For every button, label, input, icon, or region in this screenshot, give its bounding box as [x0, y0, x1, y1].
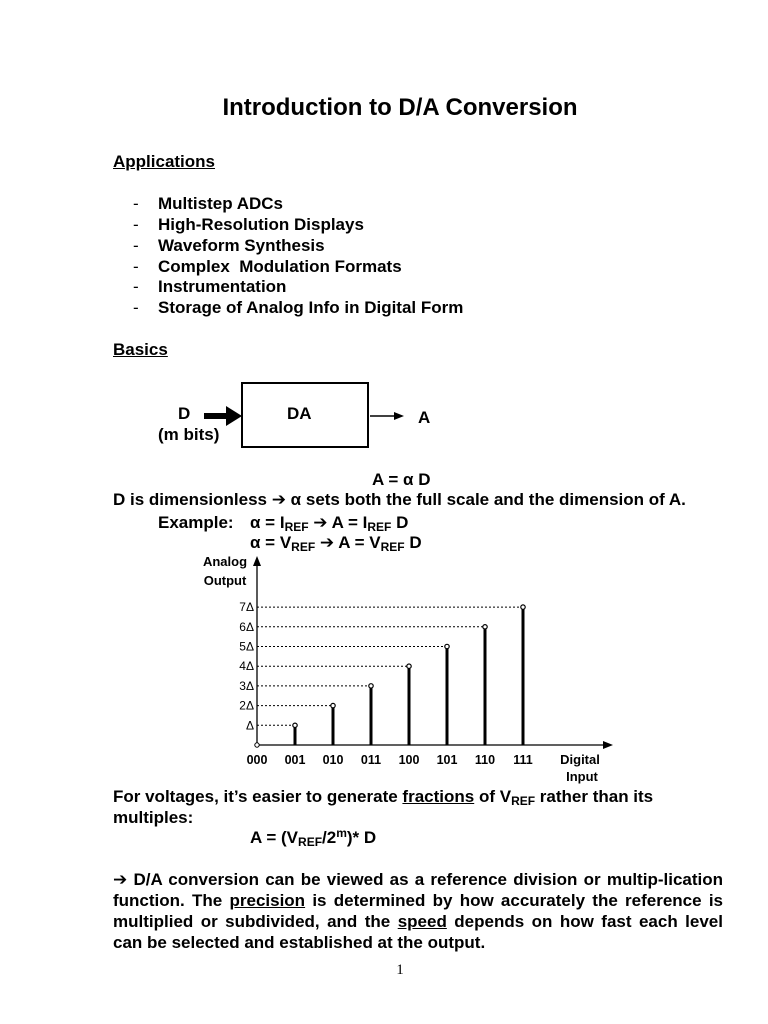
fraction-formula: $A = (V_{REF}/2^m)*$ D — [250, 826, 377, 849]
block-box-label: DA — [287, 404, 312, 423]
list-item: - Storage of Analog Info in Digital Form — [133, 298, 464, 317]
stem-point — [331, 703, 335, 707]
y-tick-label: 5Δ — [239, 639, 254, 654]
page-title: Introduction to D/A Conversion — [222, 94, 578, 121]
list-item: - Instrumentation — [133, 277, 287, 296]
y-tick-label: 7Δ — [239, 600, 254, 615]
dimension-statement: D is dimensionless ➔ α sets both the full scale and the dimension of A. — [113, 490, 686, 509]
x-tick-label: 100 — [398, 753, 420, 767]
voltages-line-2: multiples: — [113, 808, 194, 827]
output-arrow-head — [394, 412, 404, 420]
list-item: - Waveform Synthesis — [133, 236, 325, 255]
y-tick-label: 4Δ — [239, 659, 254, 674]
y-axis-arrow — [253, 556, 261, 566]
voltages-line-1: For voltages, it’s easier to generate fractions of $V_{REF}$ rather than its — [113, 787, 654, 808]
x-axis-label-line-2: Input — [566, 769, 598, 784]
origin-point — [255, 743, 259, 747]
example-voltage: $\alpha = V_{REF}$ ➔ $A = V_{REF}$ D — [250, 533, 422, 554]
x-tick-label: 110 — [474, 753, 496, 767]
equation: A = α D — [372, 470, 431, 489]
input-arrow-head — [226, 406, 242, 426]
example-label: Example: — [158, 513, 234, 532]
y-tick-label: 6Δ — [239, 619, 254, 634]
stem-point — [293, 723, 297, 727]
x-tick-label: 001 — [284, 753, 306, 767]
x-tick-label: 111 — [513, 753, 533, 767]
list-item: - Multistep ADCs — [133, 194, 283, 213]
x-tick-label: 000 — [246, 753, 268, 767]
y-tick-label: 3Δ — [239, 678, 254, 693]
x-tick-label: 101 — [436, 753, 458, 767]
x-axis-arrow — [603, 741, 613, 749]
x-tick-label: 011 — [360, 753, 382, 767]
y-axis-label-line-1: Analog — [202, 554, 248, 569]
conclusion-paragraph: ➔ D/A conversion can be viewed as a reference division or multip-lication function. The precision is determined by how accurately the reference is multiplied or subdivided, and the speed depends on how fast each level can be selected and established at the output. — [113, 870, 724, 952]
stem-point — [445, 644, 449, 648]
list-item: - High-Resolution Displays — [133, 215, 364, 234]
block-input-sublabel: (m bits) — [158, 425, 220, 444]
example-current: $\alpha = I_{REF}$ ➔ $A = I_{REF}$ D — [250, 513, 409, 534]
stem-point — [483, 625, 487, 629]
basics-heading: Basics — [113, 340, 168, 359]
x-tick-label: 010 — [322, 753, 344, 767]
block-output-label: A — [418, 408, 431, 427]
list-item: - Complex Modulation Formats — [133, 257, 402, 276]
block-input-label: D — [178, 404, 191, 423]
y-tick-label: 2Δ — [239, 698, 254, 713]
y-tick-label: Δ — [245, 718, 254, 733]
x-axis-label-line-1: Digital — [560, 752, 600, 767]
stem-point — [369, 684, 373, 688]
y-axis-label-line-2: Output — [203, 573, 247, 588]
page-number: 1 — [396, 962, 404, 978]
transfer-characteristic-chart — [190, 550, 620, 790]
stem-point — [407, 664, 411, 668]
stem-point — [521, 605, 525, 609]
applications-heading: Applications — [113, 152, 216, 171]
